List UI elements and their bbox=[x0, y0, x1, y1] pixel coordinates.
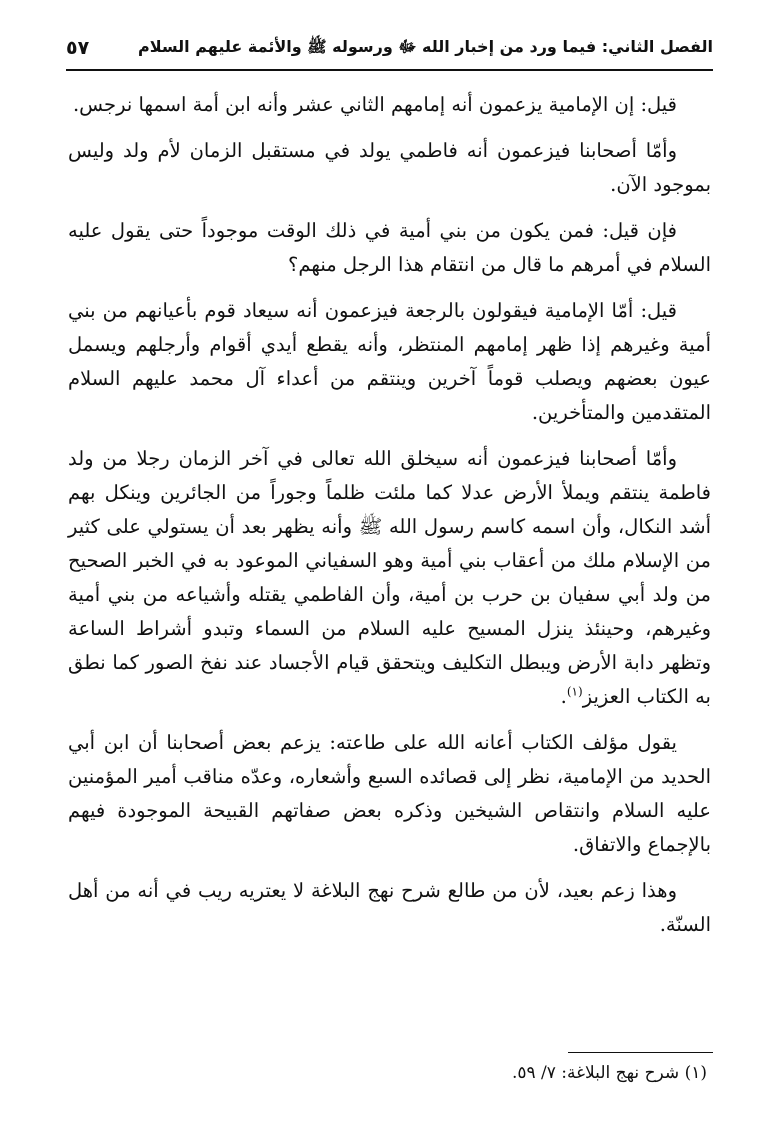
paragraph: يقول مؤلف الكتاب أعانه الله على طاعته: يزعم بعض أصحابنا أن ابن أبي الحديد من الإمامية، نظر إلى قصائده السبع وأشعاره، وعدّه مناقب أمير المؤمنين عليه السلام وانتقاص الشيخين وذكره بعض صفاتهم القبيحة الموجودة فيهم بالإجماع والاتفاق. bbox=[68, 731, 711, 856]
footnote-reference[interactable]: (١) bbox=[566, 684, 583, 699]
paragraph-end-punctuation: . bbox=[560, 685, 567, 708]
paragraph: قيل: أمّا الإمامية فيقولون بالرجعة فيزعمون أنه سيعاد قوم بأعيانهم من بني أمية وغيرهم إذا ظهر إمامهم المنتظر، وأنه يقطع أيدي أقوام وأرجلهم ويسمل عيون بعضهم ويصلب قوماً آخرين وينتقم من أعداء آل محمد عليهم السلام المتقدمين والمتأخرين. bbox=[68, 299, 711, 424]
paragraph: قيل: إن الإمامية يزعمون أنه إمامهم الثاني عشر وأنه ابن أمة اسمها نرجس. bbox=[72, 93, 677, 116]
footnote-divider bbox=[568, 1052, 713, 1053]
footnote bbox=[68, 1060, 707, 1086]
footnote-text: شرح نهج البلاغة: ٧/ ٥٩. bbox=[511, 1063, 680, 1083]
paragraph-text: وأمّا أصحابنا فيزعمون أنه سيخلق الله تعالى في آخر الزمان رجلا من ولد فاطمة ينتقم ويملأ الأرض عدلا كما ملئت ظلماً وجوراً من الجائرين وينكل بهم أشد النكال، وأن اسمه كاسم رسول الله ﷺ وأنه يظهر بعد أن يستولي على كثير من الإسلام ملك من أعقاب بني أمية وهو السفياني الموعود به في الخبر الصحيح من ولد أبي سفيان بن حرب بن أمية، وأن الفاطمي يقتله وأشياعه من بني أمية وغيرهم، وحينئذ ينزل المسيح عليه السلام من السماء وتبدو أشراط الساعة وتظهر دابة الأرض ويبطل التكليف ويتحقق قيام الأجساد عند نفخ الصور كما نطق به الكتاب العزيز bbox=[68, 447, 711, 708]
paragraph: وهذا زعم بعيد، لأن من طالع شرح نهج البلاغة لا يعتريه ريب في أنه من أهل السنّة. bbox=[68, 879, 711, 936]
page-number: ٥٧ bbox=[66, 37, 90, 59]
footnote-marker: (١) bbox=[684, 1063, 707, 1083]
chapter-title: الفصل الثاني: فيما ورد من إخبار الله ﷻ ورسوله ﷺ والأئمة عليهم السلام bbox=[138, 36, 713, 56]
paragraph bbox=[68, 442, 711, 714]
paragraph: فإن قيل: فمن يكون من بني أمية في ذلك الوقت موجوداً حتى يقول عليه السلام في أمرهم ما قال من انتقام هذا الرجل منهم؟ bbox=[68, 219, 711, 276]
paragraph: وأمّا أصحابنا فيزعمون أنه فاطمي يولد في مستقبل الزمان لأم ولد وليس بموجود الآن. bbox=[68, 139, 711, 196]
header-divider bbox=[66, 69, 713, 71]
main-text bbox=[68, 88, 711, 954]
running-header bbox=[66, 28, 713, 68]
